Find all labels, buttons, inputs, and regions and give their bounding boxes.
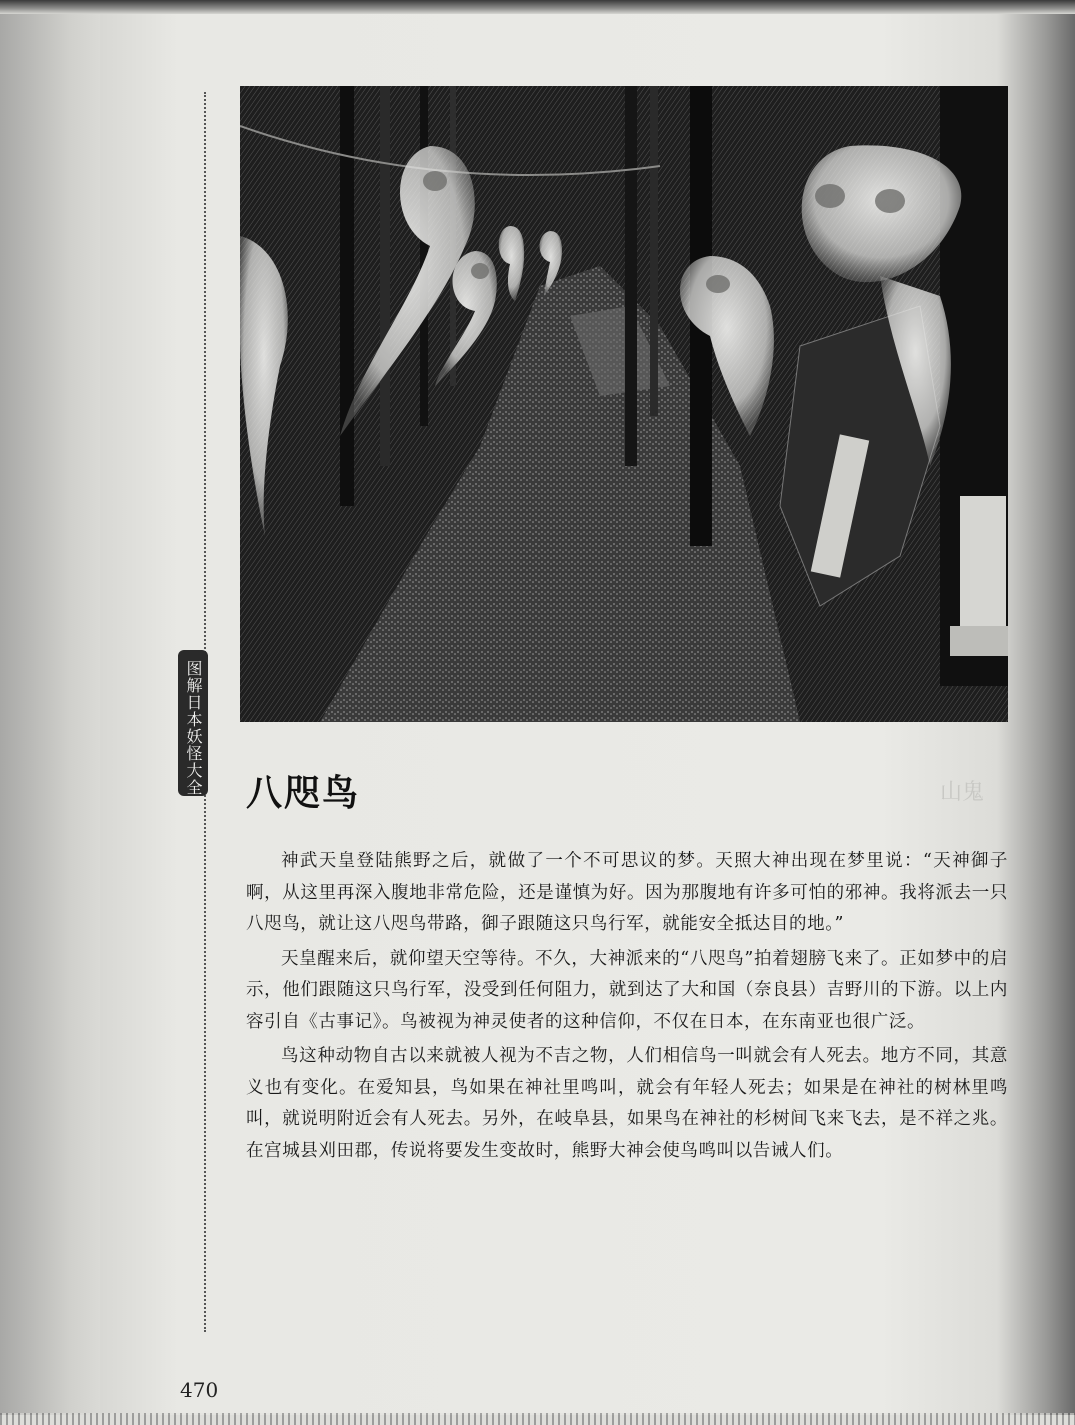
scan-edge-bottom (0, 1413, 1075, 1425)
paragraph-3: 鸟这种动物自古以来就被人视为不吉之物，人们相信鸟一叫就会有人死去。地方不同，其意义也有变化。在爱知县，鸟如果在神社里鸣叫，就会有年轻人死去；如果是在神社的树林里鸣叫，就说明附近会有人死去。另外，在岐阜县，如果鸟在神社的杉树间飞来飞去，是不祥之兆。在宫城县刈田郡，传说将要发生变故时，熊野大神会使鸟鸣叫以告诫人们。 (246, 1046, 1008, 1161)
paragraph-1: 神武天皇登陆熊野之后，就做了一个不可思议的梦。天照大神出现在梦里说：“天神御子啊，从这里再深入腹地非常危险，还是谨慎为好。因为那腹地有许多可怕的邪神。我将派去一只八咫鸟，就让这八咫鸟带路，御子跟随这只鸟行军，就能安全抵达目的地。” (246, 851, 1008, 934)
paragraph-2: 天皇醒来后，就仰望天空等待。不久，大神派来的“八咫鸟”拍着翅膀飞来了。正如梦中的启示，他们跟随这只鸟行军，没受到任何阻力，就到达了大和国（奈良县）吉野川的下游。以上内容引自《古事记》。鸟被视为神灵使者的这种信仰，不仅在日本，在东南亚也很广泛。 (246, 948, 1008, 1032)
page-number: 470 (180, 1378, 219, 1402)
article-body (246, 846, 1008, 1170)
scan-edge-top (0, 0, 1075, 14)
illustration (240, 86, 1008, 722)
book-title-text: 图解日本妖怪大全 (184, 660, 203, 796)
book-title-tab (178, 650, 208, 796)
article-title: 八咫鸟 (246, 773, 361, 814)
forest-shrine-illustration-icon (240, 86, 1008, 722)
bleed-through-heading: 山鬼 (940, 780, 985, 805)
scan-shadow-left (0, 10, 100, 1415)
